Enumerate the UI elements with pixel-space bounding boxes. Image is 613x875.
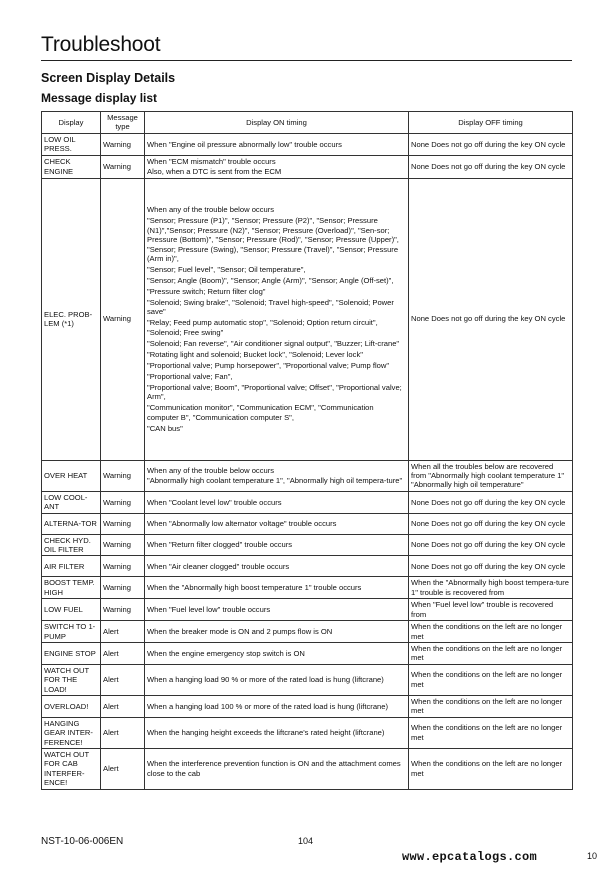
cell-display: OVERLOAD! [42,695,101,717]
table-row [42,155,573,178]
cell-on-timing [145,491,409,513]
cell-message-type: Alert [101,748,145,789]
cell-on-timing [145,513,409,534]
cell-on-timing [145,577,409,599]
table-header-row [42,112,573,134]
cell-message-type: Warning [101,556,145,577]
on-timing-line: When "Abnormally low alternator voltage" trouble occurs [147,518,337,528]
table-row [42,513,573,534]
cell-message-type: Warning [101,513,145,534]
cell-on-timing [145,664,409,695]
document-code: NST-10-06-006EN [41,836,124,847]
cell-on-timing [145,556,409,577]
message-display-table [41,111,573,790]
on-timing-line: When any of the trouble below occurs [147,205,275,215]
on-timing-line: "Communication monitor", "Communication ECM", "Communication computer B", "Communication computer S", [147,403,374,422]
cell-off-timing: When the conditions on the left are no longer met [409,717,573,748]
cell-on-timing [145,621,409,643]
on-timing-line: When "Engine oil pressure abnormally low" trouble occurs [147,139,342,149]
on-timing-line: "CAN bus" [147,423,183,433]
header-off-timing: Display OFF timing [409,112,573,134]
table-row [42,599,573,621]
cell-off-timing: None Does not go off during the key ON cycle [409,513,573,534]
cell-display: BOOST TEMP. HIGH [42,577,101,599]
cell-off-timing: When the conditions on the left are no longer met [409,748,573,789]
table-row [42,133,573,155]
website-watermark: www.epcatalogs.com [402,850,538,864]
on-timing-line: When "Fuel level low" trouble occurs [147,604,271,614]
on-timing-line: "Abnormally high coolant temperature 1", "Abnormally high oil tempera-ture" [147,476,403,486]
cell-off-timing: None Does not go off during the key ON cycle [409,155,573,178]
on-timing-line: When the hanging height exceeds the liftcrane's rated height (liftcrane) [147,728,385,738]
table-row [42,717,573,748]
section-title: Screen Display Details [41,71,176,85]
cell-off-timing: None Does not go off during the key ON cycle [409,556,573,577]
on-timing-line: When "Return filter clogged" trouble occurs [147,540,293,550]
on-timing-line: Also, when a DTC is sent from the ECM [147,167,282,177]
cell-display: WATCH OUT FOR THE LOAD! [42,664,101,695]
on-timing-line: When "ECM mismatch" trouble occurs [147,156,276,166]
table-row [42,534,573,556]
cell-on-timing [145,599,409,621]
on-timing-line: "Pressure switch; Return filter clog" [147,286,266,296]
on-timing-line: "Sensor; Fuel level", "Sensor; Oil temperature", [147,264,306,274]
cell-display: ALTERNA-TOR [42,513,101,534]
on-timing-line: When a hanging load 90 % or more of the rated load is hung (liftcrane) [147,675,384,685]
cell-on-timing [145,717,409,748]
on-timing-line: "Rotating light and solenoid; Bucket lock", "Solenoid; Lever lock" [147,349,363,359]
cell-message-type: Warning [101,178,145,460]
table-row [42,642,573,664]
on-timing-line: When the engine emergency stop switch is ON [147,648,305,658]
table-row [42,621,573,643]
header-message-type: Message type [101,112,145,134]
on-timing-line: "Proportional valve; Boom", "Proportional valve; Offset", "Proportional valve; Arm", [147,382,402,402]
corner-number: 10 [587,851,598,861]
table-body [42,133,573,789]
table-row [42,460,573,491]
cell-display: LOW FUEL [42,599,101,621]
cell-display: HANGING GEAR INTER-FERENCE! [42,717,101,748]
cell-off-timing: When the conditions on the left are no longer met [409,695,573,717]
subsection-title: Message display list [41,91,158,105]
page-title: Troubleshoot [41,33,161,56]
cell-on-timing [145,133,409,155]
cell-message-type: Alert [101,695,145,717]
cell-display: ELEC. PROB-LEM (*1) [42,178,101,460]
cell-off-timing: When "Fuel level low" trouble is recovered from [409,599,573,621]
table-row [42,577,573,599]
cell-display: AIR FILTER [42,556,101,577]
cell-display: WATCH OUT FOR CAB INTERFER-ENCE! [42,748,101,789]
cell-display: CHECK ENGINE [42,155,101,178]
cell-message-type: Warning [101,577,145,599]
cell-off-timing: When the conditions on the left are no longer met [409,664,573,695]
on-timing-line: "Solenoid; Swing brake", "Solenoid; Travel high-speed", "Solenoid; Power save" [147,297,394,317]
cell-message-type: Alert [101,621,145,643]
cell-on-timing [145,178,409,460]
cell-message-type: Warning [101,599,145,621]
cell-on-timing [145,460,409,491]
cell-display: LOW COOL-ANT [42,491,101,513]
table-row [42,695,573,717]
cell-message-type: Warning [101,491,145,513]
table-row [42,748,573,789]
on-timing-line: "Proportional valve; Fan", [147,371,233,381]
cell-message-type: Warning [101,534,145,556]
table-row [42,556,573,577]
cell-message-type: Warning [101,460,145,491]
cell-message-type: Alert [101,664,145,695]
cell-off-timing: None Does not go off during the key ON cycle [409,133,573,155]
cell-off-timing: When the conditions on the left are no longer met [409,642,573,664]
on-timing-line: "Relay; Feed pump automatic stop", "Solenoid; Option return circuit", "Solenoid; Free swing" [147,318,378,337]
cell-display: OVER HEAT [42,460,101,491]
cell-off-timing: None Does not go off during the key ON cycle [409,491,573,513]
table-row [42,664,573,695]
cell-display: CHECK HYD. OIL FILTER [42,534,101,556]
on-timing-line: "Sensor; Angle (Boom)", "Sensor; Angle (Arm)", "Sensor; Angle (Off-set)", [147,275,394,285]
cell-message-type: Warning [101,133,145,155]
cell-on-timing [145,534,409,556]
header-on-timing: Display ON timing [145,112,409,134]
cell-off-timing: When all the troubles below are recovered from "Abnormally high coolant temperature 1" "Abnormally high oil temperature" [409,460,573,491]
on-timing-line: When the breaker mode is ON and 2 pumps flow is ON [147,626,333,636]
cell-on-timing [145,642,409,664]
cell-off-timing: None Does not go off during the key ON cycle [409,534,573,556]
cell-off-timing: When the "Abnormally high boost tempera-ture 1" trouble is recovered from [409,577,573,599]
title-divider [41,60,572,61]
cell-message-type: Warning [101,155,145,178]
cell-on-timing [145,155,409,178]
cell-display: LOW OIL PRESS. [42,133,101,155]
cell-on-timing [145,695,409,717]
cell-display: ENGINE STOP [42,642,101,664]
on-timing-line: "Proportional valve; Pump horsepower", "Proportional valve; Pump flow" [147,360,390,370]
on-timing-line: "Solenoid; Fan reverse", "Air conditioner signal output", "Buzzer; Lift-crane" [147,338,400,348]
table-row [42,491,573,513]
cell-on-timing [145,748,409,789]
table-row [42,178,573,460]
on-timing-line: When "Air cleaner clogged" trouble occurs [147,561,290,571]
on-timing-line: "Sensor; Pressure (P1)", "Sensor; Pressure (P2)", "Sensor; Pressure (N1)","Sensor; Pressure (N2)", "Sensor; Pressure (Overload)", "Sen-sor; Pressure (Bottom)", "Sensor; Pressure (Rod)", "Sensor; Pressure (Upper)", "Sensor; Pressure (Swing), "Sensor; Pressure (Travel)", "Sensor; Pressure (Arm in)", [147,216,399,263]
page-number: 104 [298,836,314,846]
cell-off-timing: When the conditions on the left are no longer met [409,621,573,643]
on-timing-line: When "Coolant level low" trouble occurs [147,497,282,507]
header-display: Display [42,112,101,134]
cell-off-timing: None Does not go off during the key ON cycle [409,178,573,460]
cell-message-type: Alert [101,642,145,664]
cell-display: SWITCH TO 1-PUMP [42,621,101,643]
on-timing-line: When the interference prevention function is ON and the attachment comes close to the cab [147,759,401,778]
on-timing-line: When any of the trouble below occurs [147,465,275,475]
on-timing-line: When a hanging load 100 % or more of the rated load is hung (liftcrane) [147,701,389,711]
on-timing-line: When the "Abnormally high boost temperature 1" trouble occurs [147,583,362,593]
cell-message-type: Alert [101,717,145,748]
